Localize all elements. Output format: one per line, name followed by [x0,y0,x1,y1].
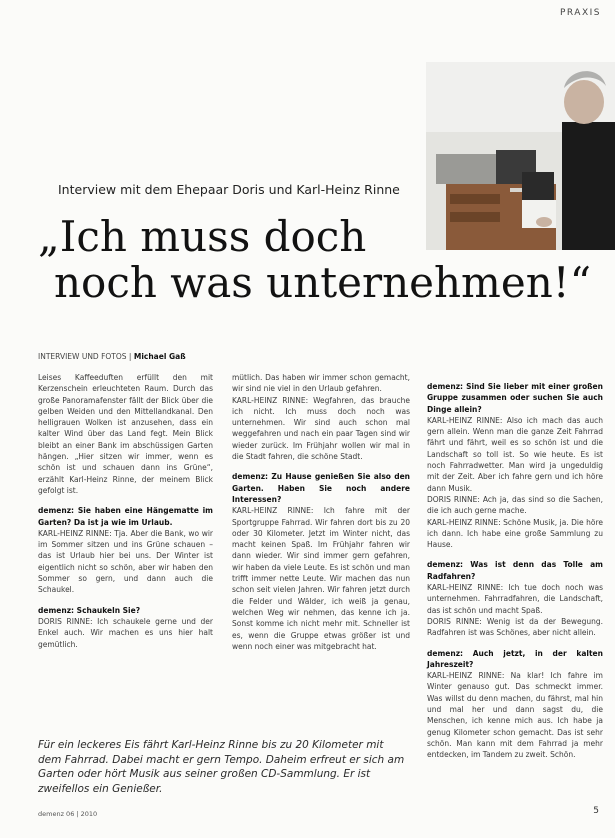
body-paragraph: KARL-HEINZ RINNE: Also ich mach das auch gern allein. Wenn man die ganze Zeit Fahrrad fährt und fährt, weil es so schön ist und die Landschaft so toll ist. So wie heute. Es ist noch Fahrradwetter. Man wird ja ungeduldig mit der Zeit. Aber ich fahre gern und ich höre dann Musik. [427,415,603,493]
body-paragraph: DORIS RINNE: Wenig ist da der Bewegung. Radfahren ist was Schönes, aber nicht allein. [427,616,603,638]
article-kicker: Interview mit dem Ehepaar Doris und Karl-Heinz Rinne [58,182,400,197]
body-paragraph: KARL-HEINZ RINNE: Wegfahren, das brauche ich nicht. Ich muss doch noch was unternehmen. Wir sind auch schon mal weggefahren und nach ein paar Tagen sind wir wieder zurück. Im Frühjahr wollen wir mal in die Stadt fahren, die schöne Stadt. [232,395,410,462]
byline-author: Michael Gaß [133,352,186,361]
body-paragraph: KARL-HEINZ RINNE: Ich fahre mit der Sportgruppe Fahrrad. Wir fahren dort bis zu 20 oder 30 Kilometer. Jetzt im Winter nicht, das macht keinen Spaß. Im Frühjahr fahren wir dann wieder. Wir sind immer gern gefahren, wir haben da viele Leute. Es ist schön und man trifft immer nette Leute. Wir machen das nun schon seit vielen Jahren. Wir fahren jetzt durch die Felder und Wälder, ich weiß ja genau, welchen Weg wir nehmen, das kenne ich ja. Sonst komme ich nicht mehr mit. Schneller ist es, wenn die Gruppe etwas größer ist und wenn noch einer was mitgebracht hat. [232,506,410,651]
body-paragraph: KARL-HEINZ RINNE: Na klar! Ich fahre im Winter genauso gut. Das schmeckt immer. Was willst du denn machen, du fährst, mal hin und mal her und dann sagst du, die Menschen, ich kenne mich aus. Ich habe ja genug Kilometer schon gemacht. Das ist sehr schön. Man kann mit dem Fahrrad ja mehr entdecken, im Tandem zu zweit. Schön. [427,671,603,760]
article-headline [38,214,591,306]
interview-question: demenz: Schaukeln Sie? [38,605,141,615]
section-label: PRAXIS [559,8,601,18]
pull-quote: Für ein leckeres Eis fährt Karl-Heinz Rinne bis zu 20 Kilometer mit dem Fahrrad. Dabei macht er gern Tempo. Daheim erfreut er sich am Garten oder hört Musik aus seiner großen CD-Sammlung. Er ist zweifellos ein Genießer. [38,739,405,795]
body-paragraph: DORIS RINNE: Ach ja, das sind so die Sachen, die ich auch gerne mache. [427,494,603,516]
headline-line-1: „Ich muss doch [38,212,367,261]
interview-question: demenz: Sind Sie lieber mit einer großen Gruppe zusammen oder suchen Sie auch Dinge allein? [427,382,603,414]
body-paragraph: KARL-HEINZ RINNE: Tja. Aber die Bank, wo wir im Sommer sitzen und ins Grüne schauen – das ist Urlaub hier bei uns. Der Winter ist eigentlich nicht so schön, aber wir haben den Sommer so gern, und dann auch die Schaukel. [38,528,213,595]
body-paragraph: DORIS RINNE: Ich schaukele gerne und der Enkel auch. Wir machen es uns hier halt gemütlich. [38,616,213,649]
text-column-2 [232,372,410,652]
interview-question: demenz: Zu Hause genießen Sie also den Garten. Haben Sie noch andere Interessen? [232,472,410,504]
body-paragraph: KARL-HEINZ RINNE: Ich tue doch noch was unternehmen. Fahrradfahren, die Landschaft, das ist schön und macht Spaß. [427,583,603,615]
body-paragraph: KARL-HEINZ RINNE: Schöne Musik, ja. Die höre ich dann. Ich habe eine große Sammlung zu Hause. [427,517,603,550]
text-column-3 [427,372,603,761]
body-paragraph: mütlich. Das haben wir immer schon gemacht, wir sind nie viel in den Urlaub gefahren. [232,373,410,394]
interview-question: demenz: Sie haben eine Hängematte im Garten? Da ist ja wie im Urlaub. [38,506,213,527]
page-number: 5 [593,806,599,816]
interview-question: demenz: Auch jetzt, in der kalten Jahreszeit? [427,648,603,669]
byline [38,352,186,361]
byline-label: INTERVIEW UND FOTOS | [38,352,132,361]
body-paragraph: Leises Kaffeeduften erfüllt den mit Kerzenschein erleuchteten Raum. Durch das große Panoramafenster fällt der Blick über die gelben Weiden und den Mittellandkanal. Den helligrauen Wolken ist anzusehen, dass ein kalter Wind über das Land fegt. Mein Blick bleibt an einer Bank im abschüssigen Garten hängen. „Hier sitzen wir immer, wenn es schön ist und schauen dann ins Grüne“, erzählt Karl-Heinz Rinne, der meinem Blick gefolgt ist. [38,373,213,495]
headline-line-2: noch was unternehmen!“ [54,258,592,307]
text-column-1 [38,372,213,650]
interview-question: demenz: Was ist denn das Tolle am Radfahren? [427,560,603,581]
footer-issue: demenz 06 | 2010 [38,810,98,818]
